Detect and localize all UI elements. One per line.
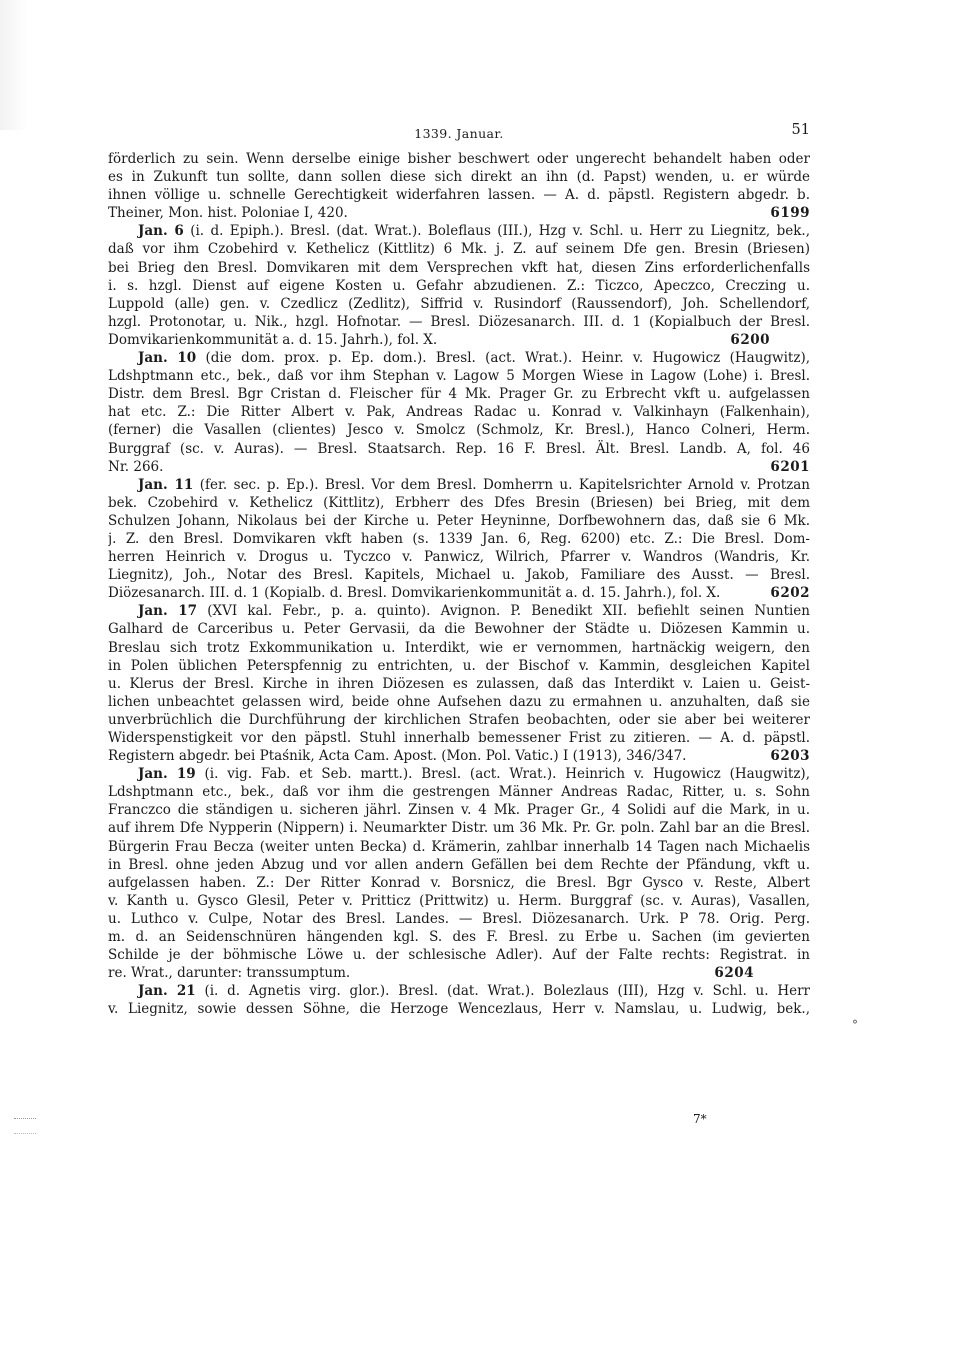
text-line: herren Heinrich v. Drogus u. Tyczco v. Panwicz, Wilrich, Pfarrer v. Wandros (Wandris, Kr. [108, 549, 810, 566]
running-head: 1339. Januar. [414, 126, 504, 141]
regest-start-line [108, 222, 810, 240]
text-line: hat etc. Z.: Die Ritter Albert v. Pak, Andreas Radac u. Konrad v. Valkinhayn (Falkenhain), [108, 404, 810, 421]
regest-date: Jan. 21 [138, 983, 196, 1000]
text-line: Franczco die ständigen u. sicheren jährl. Zinsen v. 4 Mk. Prager Gr., 4 Solidi auf die Mark, in u. [108, 802, 810, 819]
text-line: daß vor ihm Czobehird v. Kethelicz (Kittlitz) 6 Mk. j. Z. auf seinem Dfe gen. Bresin (Briesen) [108, 241, 810, 258]
regest-text: Jan. 21 (i. d. Agnetis virg. glor.). Bresl. (dat. Wrat.). Bolezlaus (III), Hzg v. Schl. u. Herr [138, 983, 810, 1000]
scan-edge-shadow [0, 0, 28, 130]
regest-number: 6201 [770, 458, 810, 475]
text-line: Luppold (alle) gen. v. Czedlicz (Zedlitz), Siffrid v. Rusindorf (Raussendorf), Joh. Schellendorf, [108, 295, 810, 312]
regest-text: Jan. 19 (i. vig. Fab. et Seb. martt.). Bresl. (act. Wrat.). Heinrich v. Hugowicz (Haugwitz), [138, 766, 810, 783]
regest-text: Jan. 17 (XVI kal. Febr., p. a. quinto). Avignon. P. Benedikt XII. befiehlt seinen Nuntien [138, 603, 810, 620]
text-line: v. Kanth u. Gysco Glesil, Peter v. Pritticz (Prittwitz) u. Herm. Burggraf (sc. v. Auras), Vasallen, [108, 892, 810, 909]
regest-start-line [108, 765, 810, 783]
text-line: j. Z. den Bresl. Domvikaren vkft haben (s. 1339 Jan. 6, Reg. 6200) etc. Z.: Die Bresl. Dom- [108, 530, 810, 547]
regest-text: Jan. 6 (i. d. Epiph.). Bresl. (dat. Wrat.). Boleflaus (III.), Hzg v. Schl. u. Herr zu Liegnitz, bek., [138, 223, 810, 240]
text-line: 6203 Registern abgedr. bei Ptaśnik, Acta Cam. Apost. (Mon. Pol. Vatic.) I (1913), 346/347. [108, 748, 810, 765]
text-line: es in Zukunft tun sollte, dann sollen diese sich direkt an ihn (d. Papst) wenden, u. er würde [108, 169, 810, 186]
regest-start-line [108, 982, 810, 1000]
stray-ink-mark: ° [852, 1018, 858, 1032]
text-line: Burggraf (sc. v. Auras). — Bresl. Staatsarch. Rep. 16 F. Bresl. Ält. Bresl. Landb. A, fol. 46 [108, 440, 810, 457]
regest-date: Jan. 17 [138, 603, 198, 620]
text-line: 6202 Diözesanarch. III. d. 1 (Kopialb. d. Bresl. Domvikarienkommunität a. d. 15. Jahrh.), fol. X. [108, 585, 810, 602]
text-line: Schulzen Johann, Nikolaus bei der Kirche u. Peter Heyninne, Dorfbewohnern das, daß sie 6 Mk. [108, 512, 810, 529]
regest-number: 6199 [770, 205, 810, 222]
text-line: bek. Czobehird v. Kethelicz (Kittlitz), Erbherr des Dfes Bresin (Briesen) bei Brieg, mit dem [108, 494, 810, 511]
page-number: 51 [791, 122, 810, 138]
text-line: m. d. an Seidenschnüren hängenden kgl. S. des F. Bresl. zu Erbe u. Sachen (im gevierten [108, 929, 810, 946]
text-line: i. s. hzgl. Dienst auf eigene Kosten u. Gefahr abzudienen. Z.: Ticzco, Apeczco, Creczing u. [108, 277, 810, 294]
regest-start-line [108, 476, 810, 494]
text-line: Breslau sich trotz Exkommunikation u. Interdikt, wie er vernommen, hartnäckig weigern, den [108, 639, 810, 656]
text-line: hzgl. Protonotar, u. Nik., hzgl. Hofnotar. — Bresl. Diözesanarch. III. d. 1 (Kopialbuch der Bresl. [108, 313, 810, 330]
document-body [108, 150, 810, 1019]
regest-number: 6203 [770, 748, 810, 765]
regest-date: Jan. 10 [138, 350, 197, 367]
regest-number: 6200 [730, 331, 770, 348]
text-line: 6200 Domvikarienkommunität a. d. 15. Jahrh.), fol. X. [108, 331, 810, 349]
text-line: aufgelassen haben. Z.: Der Ritter Konrad v. Borsnicz, die Bresl. Bgr Gysco v. Reste, Albert [108, 874, 810, 891]
text-line: Bürgerin Frau Becza (weiter unten Becka) d. Krämerin, zahlbar innerhalb 14 Tagen nach Michaelis [108, 838, 810, 855]
text-line: Distr. dem Bresl. Bgr Cristan d. Fleischer für 4 Mk. Prager Gr. zu Erbrecht vkft u. aufgelassen [108, 386, 810, 403]
scan-margin-mark [14, 1118, 36, 1134]
text-line: förderlich zu sein. Wenn derselbe einige bisher beschwert oder ungerecht behandelt haben oder [108, 151, 810, 167]
text-line: u. Klerus der Bresl. Kirche in ihren Diözesen es zulassen, daß das Interdikt v. Laien u. Geist- [108, 675, 810, 692]
page-header [108, 122, 810, 146]
signature-mark: 7* [693, 1112, 707, 1126]
text-line: ihnen völlige u. schnelle Gerechtigkeit widerfahren lassen. — A. d. päpstl. Registern abgedr. b. [108, 187, 810, 204]
text-line: 6199 Theiner, Mon. hist. Poloniae I, 420. [108, 205, 810, 222]
text-line: v. Liegnitz, sowie dessen Söhne, die Herzoge Wencezlaus, Herr v. Namslau, u. Ludwig, bek., [108, 1001, 810, 1018]
text-line: u. Luthco v. Culpe, Notar des Bresl. Landes. — Bresl. Diözesanarch. Urk. P 78. Orig. Perg. [108, 910, 810, 927]
text-line: Ldshptmann etc., bek., daß vor ihm die gestrengen Männer Andreas Radac, Ritter, u. s. Sohn [108, 784, 810, 801]
text-line: Ldshptmann etc., bek., daß vor ihm Stephan v. Lagow 5 Morgen Wiese in Lagow (Lohe) i. Bresl. [108, 368, 810, 385]
text-line: unverbrüchlich die Durchführung der kirchlichen Strafen beobachten, oder sie aber bei weiterer [108, 711, 810, 728]
text-line: 6201 Nr. 266. [108, 458, 810, 475]
regest-date: Jan. 11 [138, 476, 194, 493]
text-line: Schilde je der böhmische Löwe u. der schlesische Adler). Auf der Falte rechts: Registrat. in [108, 947, 810, 964]
regest-number: 6204 [714, 965, 754, 982]
text-line: Galhard de Carceribus u. Peter Gervasii, da die Bewohner der Städte u. Diözesen Kammin u. [108, 621, 810, 638]
regest-text: Jan. 10 (die dom. prox. p. Ep. dom.). Bresl. (act. Wrat.). Heinr. v. Hugowicz (Haugwitz), [138, 350, 810, 367]
regest-date: Jan. 19 [138, 766, 196, 783]
text-line: bei Brieg den Bresl. Domvikaren mit dem Versprechen vkft hat, diesen Zins erforderlichenfalls [108, 259, 810, 276]
regest-number: 6202 [770, 585, 810, 602]
regest-date: Jan. 6 [138, 223, 184, 240]
text-line: 6204 re. Wrat., darunter: transsumptum. [108, 964, 810, 982]
text-line: Liegnitz), Joh., Notar des Bresl. Kapitels, Michael u. Jakob, Familiare des Ausst. — Bresl. [108, 567, 810, 584]
text-line: in Polen üblichen Peterspfennig zu entrichten, u. der Bischof v. Kammin, desgleichen Kapitel [108, 657, 810, 674]
text-line: auf ihrem Dfe Nypperin (Nippern) i. Neumarkter Distr. um 36 Mk. Pr. Gr. poln. Zahl bar an die Bresl. [108, 820, 810, 837]
text-line: lichen unbeachtet gelassen wird, beide ohne Aufsehen dazu zu ermahnen u. anzuhalten, daß sie [108, 693, 810, 710]
text-line: (ferner) die Vasallen (clientes) Jesco v. Smolcz (Schmolz, Kr. Bresl.), Hanco Colneri, Herm. [108, 422, 810, 439]
regest-text: Jan. 11 (fer. sec. p. Ep.). Bresl. Vor dem Bresl. Domherrn u. Kapitelsrichter Arnold v. Protzan [138, 476, 810, 493]
regest-start-line [108, 349, 810, 367]
text-line: Widerspenstigkeit vor den päpstl. Stuhl innerhalb bemessener Frist zu zitieren. — A. d. päpstl. [108, 730, 810, 746]
text-line: in Bresl. ohne jeden Abzug und vor allen andern Gefällen bei dem Rechte der Pfändung, vkft u. [108, 856, 810, 873]
regest-start-line [108, 602, 810, 620]
